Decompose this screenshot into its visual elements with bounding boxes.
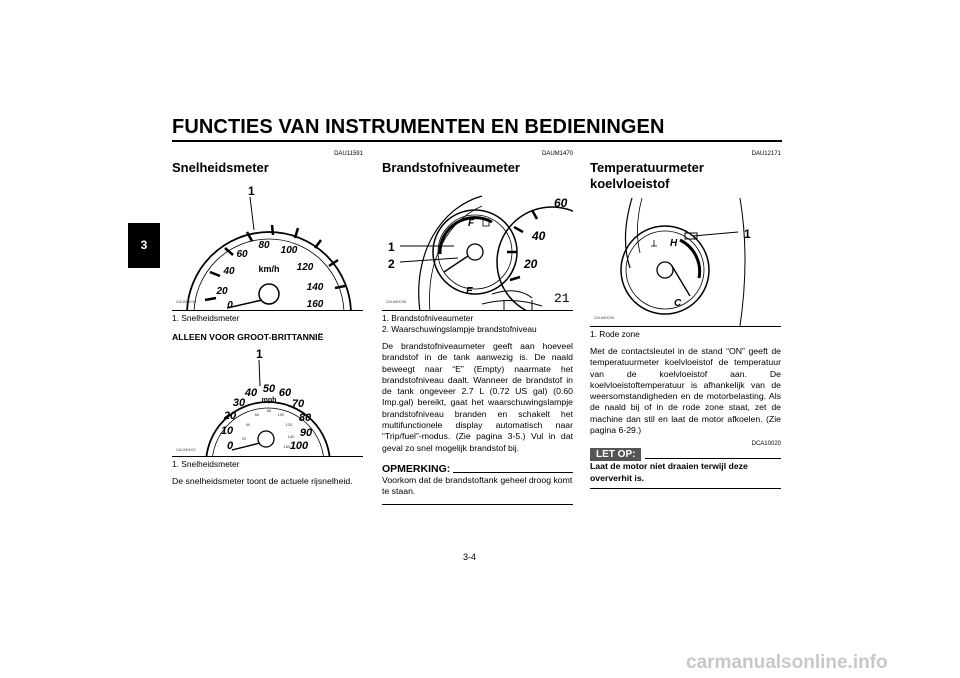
callout-1: 1 [248,184,255,198]
figure-caption: 1. Snelheidsmeter [172,310,363,324]
caution-badge: LET OP: [590,448,641,461]
body-text: Met de contactsleutel in de stand “ON” geeft de temperatuurmeter koelvloeistof de temperatuur van de koelvloeistof aan. De koelvloeistoftemperatuur is afhankelijk van de weersomstandigheden en de motorbelasting. Als de naald bij of in de rode zone staat, zet de machine dan stil en laat de motor afkoelen. (Zie pagina 6-29.) [590,346,781,436]
caution-text: Laat de motor niet draaien terwijl deze oververhit is. [590,461,781,489]
tick-label: 120 [296,262,314,273]
inner-tick: 120 [285,422,293,427]
inner-tick: 160 [283,444,291,449]
page-title: FUNCTIES VAN INSTRUMENTEN EN BEDIENINGEN [172,116,665,138]
figure-code: ZAUM0039 [594,315,615,320]
callout-2: 2 [388,257,395,271]
note-text: Voorkom dat de brandstoftank geheel droog komt te staan. [382,475,573,505]
speed-tick: 40 [532,229,546,243]
speedometer-mph-figure [172,346,363,456]
temp-cold-label: C [674,298,682,309]
title-rule [172,140,782,142]
column-speedometer [172,150,363,487]
section-code: DAU11591 [334,151,363,157]
fuel-full-label: F [468,218,475,229]
section-heading: Temperatuurmeter koelvloeistof [590,160,704,191]
callout-1: 1 [744,227,751,241]
figure-caption: 2. Waarschuwingslampje brandstofniveau [382,324,537,334]
temp-hot-label: H [670,238,678,249]
section-code: DAU12171 [751,151,781,157]
note-rule [453,472,573,473]
watermark: carmanualsonline.info [686,652,888,673]
figure-code: ZAUM0036 [176,299,197,304]
tick-label: 40 [244,387,258,399]
inner-tick: 80 [266,408,272,413]
tick-label: 60 [278,387,292,399]
tick-label: 40 [223,266,235,277]
tick-label: 160 [306,299,324,310]
figure-caption: 1. Snelheidsmeter [172,456,363,470]
figure-code: ZAUM0037 [176,447,197,452]
speedometer-kmh-figure [172,182,363,310]
caution-code: DCA10020 [751,441,781,448]
fuel-empty-label: E [466,286,473,297]
tick-label: 20 [216,286,228,297]
unit-label: mph [261,397,277,404]
section-heading: Snelheidsmeter [172,160,269,175]
subheading-uk: ALLEEN VOOR GROOT-BRITTANNIË [172,332,324,342]
body-text: De snelheidsmeter toont de actuele rijsnelheid. [172,476,353,486]
fuel-gauge-figure [382,182,573,310]
note-header [382,463,573,475]
section-code: DAUM1470 [541,151,573,157]
speed-tick: 20 [524,257,538,271]
figure-caption: 1. Rode zone [590,326,781,340]
tick-label: 100 [280,245,298,256]
tick-label: 50 [262,383,276,395]
chapter-tab: 3 [128,223,160,268]
page-number: 3-4 [463,552,477,562]
body-text: De brandstofniveaumeter geeft aan hoeveel brandstof in de tank aanwezig is. De naald beweegt naar “E” (Empty) naarmate het brandstofniveau daalt. Wanneer de brandstof in de tank ongeveer 2.7 L (0.72 US gal) (0.60 Imp.gal) bereikt, gaat het waarschuwingslampje brandstofniveau branden en schakelt het multifunctionele display automatisch naar “Trip/fuel”-modus. (Zie pagina 3-5.) Vul in dat geval zo snel mogelijk brandstof bij. [382,341,573,453]
column-fuel-gauge [382,150,573,505]
unit-label: km/h [258,264,280,274]
speed-tick: 60 [554,196,568,210]
tick-label: 140 [306,282,324,293]
tick-label: 70 [291,398,305,410]
tick-label: 0 [226,440,234,452]
figure-code: ZAUM0038 [386,299,407,304]
inner-tick: 20 [241,436,247,441]
tick-label: 0 [227,300,233,310]
tick-label: 100 [289,440,309,452]
tick-label: 30 [232,397,246,409]
inner-tick: 100 [277,412,285,417]
section-heading: Brandstofniveaumeter [382,160,520,175]
tick-label: 80 [298,412,312,424]
tick-label: 80 [258,240,270,251]
tick-label: 60 [236,249,248,260]
tick-label: 20 [223,410,237,422]
caution-rule [645,458,781,459]
caution-header [590,448,781,461]
coolant-gauge-figure [590,198,781,326]
tick-label: 10 [220,425,234,437]
inner-tick: 140 [287,434,295,439]
tick-label: 90 [299,427,313,439]
note-label: OPMERKING: [382,462,451,475]
inner-tick: 40 [245,422,251,427]
callout-1: 1 [256,347,263,361]
inner-tick: 60 [254,412,260,417]
figure-caption: 1. Brandstofniveaumeter [382,310,573,324]
odometer-digits: 21 [554,291,570,306]
column-coolant-temp [590,150,781,489]
callout-1: 1 [388,240,395,254]
